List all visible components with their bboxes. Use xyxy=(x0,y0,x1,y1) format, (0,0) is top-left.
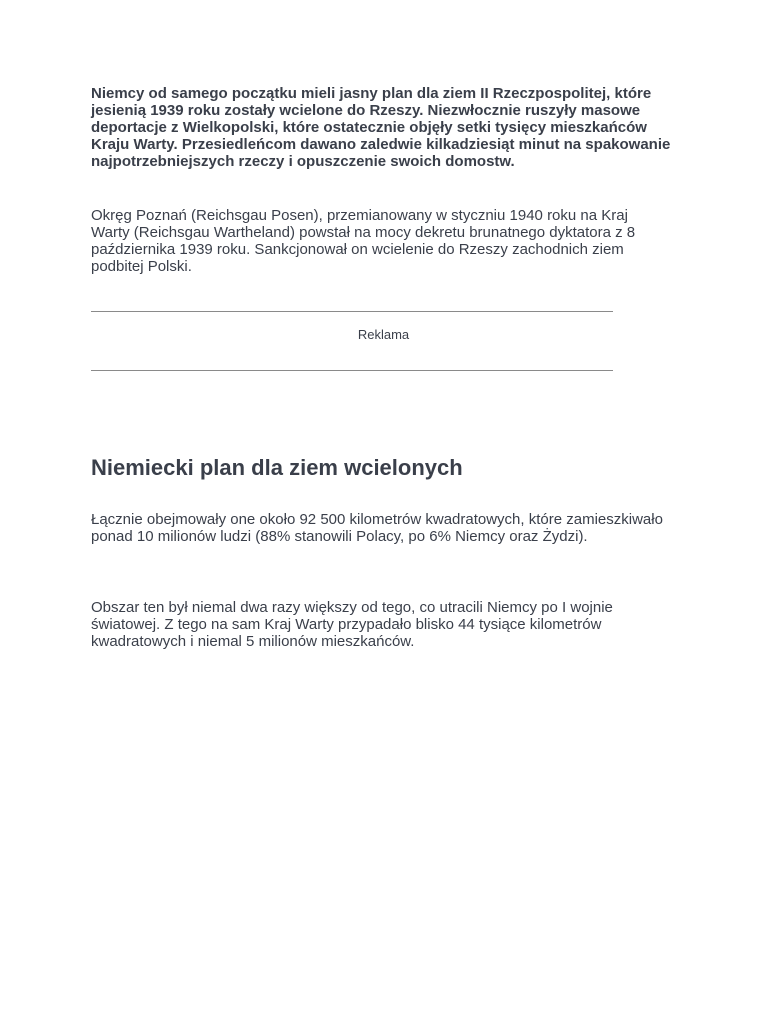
article-paragraph: Okręg Poznań (Reichsgau Posen), przemianowany w styczniu 1940 roku na Kraj Warty (Reichsgau Wartheland) powstał na mocy dekretu brunatnego dyktatora z 8 października 1939 roku. Sankcjonował on wcielenie do Rzeszy zachodnich ziem podbitej Polski. xyxy=(91,207,636,275)
ad-label: Reklama xyxy=(357,327,410,342)
article-body xyxy=(91,85,676,650)
article-lead: Niemcy od samego początku mieli jasny plan dla ziem II Rzeczpospolitej, które jesienią 1939 roku zostały wcielone do Rzeszy. Niezwłocznie ruszyły masowe deportacje z Wielkopolski, które ostatecznie objęły setki tysięcy mieszkańców Kraju Warty. Przesiedleńcom dawano zaledwie kilkadziesiąt minut na spakowanie najpotrzebniejszych rzeczy i opuszczenie swoich domostw. xyxy=(91,85,671,170)
ad-divider-top xyxy=(91,311,613,312)
article-paragraph: Łącznie obejmowały one około 92 500 kilometrów kwadratowych, które zamieszkiwało ponad 10 milionów ludzi (88% stanowili Polacy, po 6% Niemcy oraz Żydzi). xyxy=(91,511,663,545)
ad-divider-bottom xyxy=(91,370,613,371)
article-paragraph: Obszar ten był niemal dwa razy większy od tego, co utracili Niemcy po I wojnie światowej. Z tego na sam Kraj Warty przypadało blisko 44 tysiące kilometrów kwadratowych i niemal 5 milionów mieszkańców. xyxy=(91,599,613,650)
section-heading: Niemiecki plan dla ziem wcielonych xyxy=(91,455,463,480)
